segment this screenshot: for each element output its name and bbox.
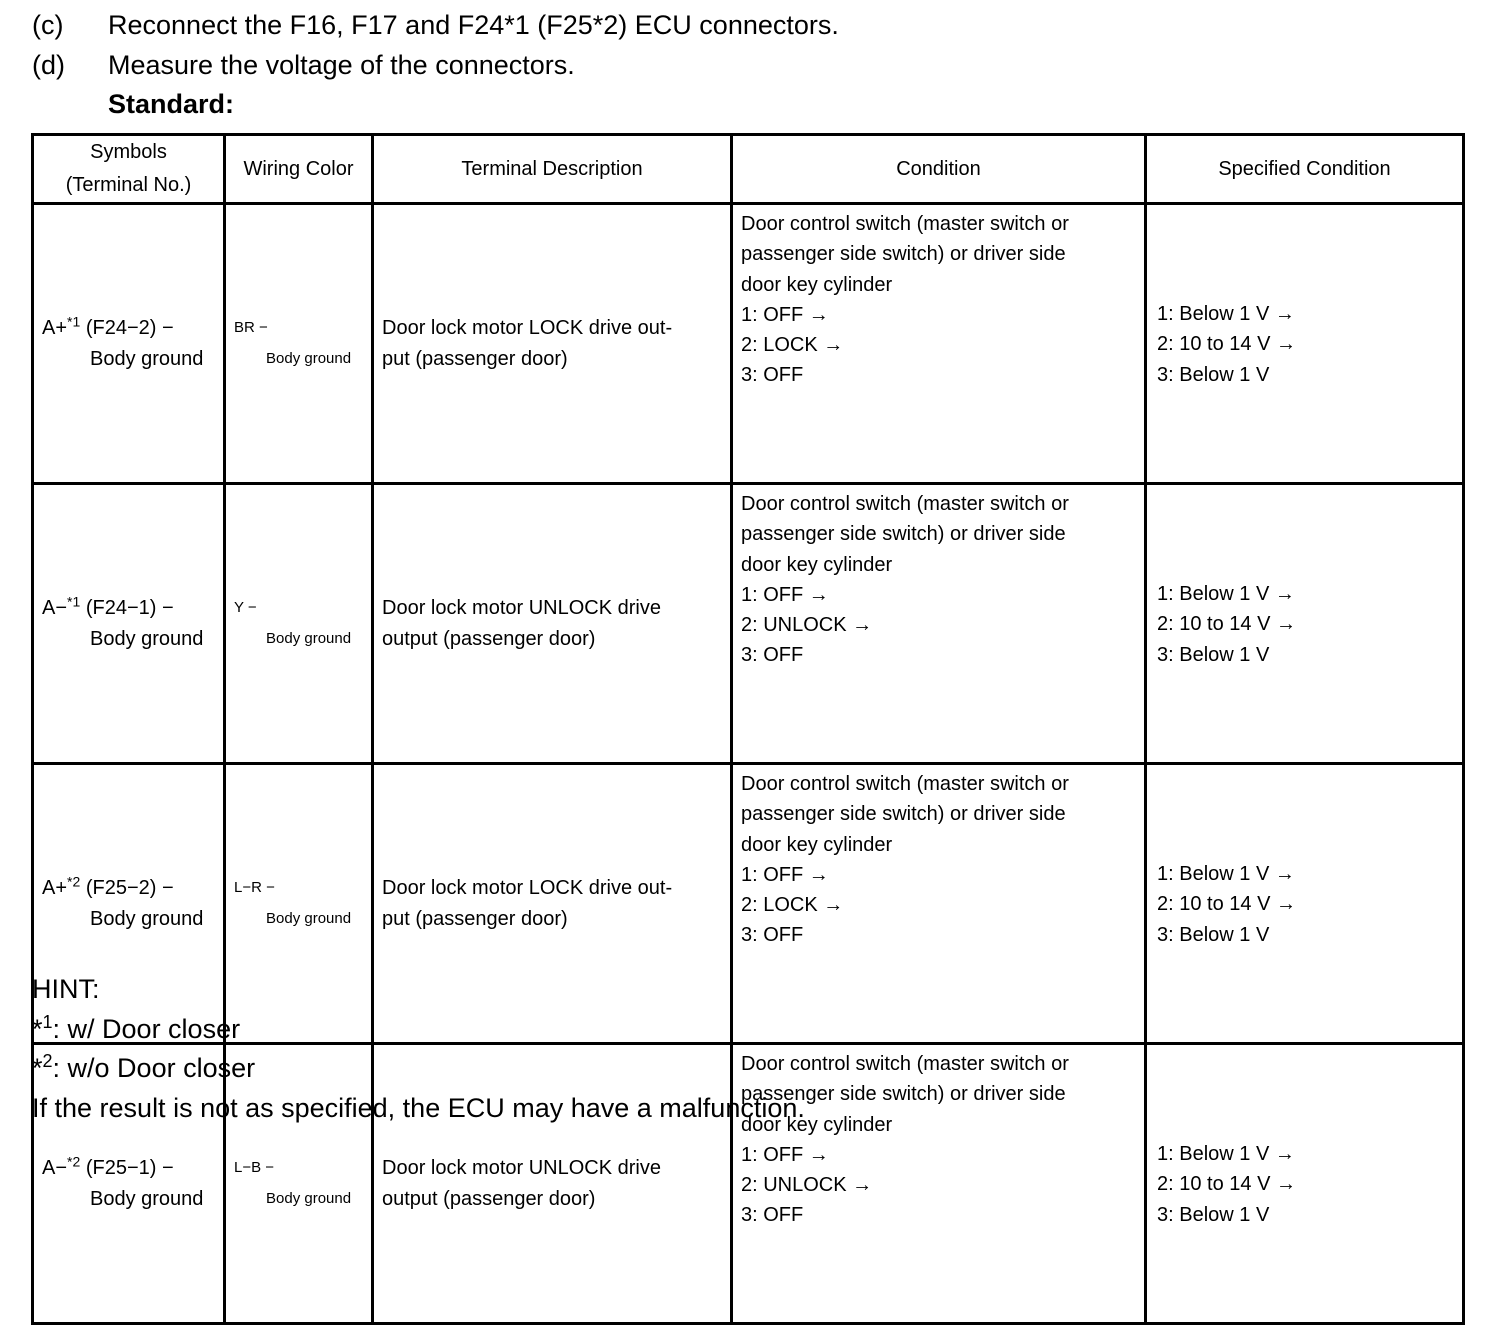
standard-label: Standard: <box>108 89 235 119</box>
symbol: A− <box>42 597 68 620</box>
symbol-line <box>42 313 215 343</box>
description-cell <box>373 204 732 484</box>
hint-footer: If the result is not as specified, the ECU may have a malfunction. <box>32 1092 805 1123</box>
condition-line: 2: UNLOCK → <box>741 1174 873 1197</box>
specified-line: 2: 10 to 14 V → <box>1157 893 1296 916</box>
condition-cell <box>732 484 1146 764</box>
hint-note-2 <box>32 1049 805 1089</box>
condition-line: 2: LOCK → <box>741 334 844 357</box>
condition-line: 1: OFF → <box>741 583 829 606</box>
specified-line: 3: Below 1 V <box>1157 923 1270 946</box>
symbol-ground: Body ground <box>90 907 204 930</box>
specified-line: 1: Below 1 V → <box>1157 303 1295 325</box>
step-label: (d) <box>32 50 65 80</box>
asterisk: * <box>32 1053 43 1083</box>
condition-line: 3: OFF <box>741 1204 804 1227</box>
condition-line: passenger side switch) or driver side <box>741 523 1066 546</box>
symbol-line <box>42 873 215 903</box>
note-sup: 1 <box>42 1011 53 1032</box>
condition-line: 2: LOCK → <box>741 894 844 917</box>
note-sup: 2 <box>42 1051 53 1071</box>
specified-line: 3: Below 1 V <box>1157 363 1270 386</box>
condition-line: passenger side switch) or driver side <box>741 243 1066 266</box>
terminal: (F24−2) − <box>80 317 174 340</box>
hint-note-1 <box>32 1010 805 1050</box>
symbol-ground: Body ground <box>90 627 204 650</box>
condition-line: door key cylinder <box>741 553 893 576</box>
wire-ground: Body ground <box>266 629 352 647</box>
description-line: output (passenger door) <box>382 627 596 650</box>
hint <box>32 970 805 1128</box>
condition-line: passenger side switch) or driver side <box>741 803 1066 826</box>
description-line: put (passenger door) <box>382 347 568 370</box>
condition-line: Door control switch (master switch or <box>741 493 1069 515</box>
terminal: (F24−1) − <box>80 597 174 620</box>
condition-line: 3: OFF <box>741 644 804 667</box>
specified-condition-cell <box>1146 764 1464 1044</box>
specified-condition-cell <box>1146 1044 1464 1324</box>
specified-condition-cell <box>1146 484 1464 764</box>
wire-ground: Body ground <box>266 909 352 927</box>
description-cell <box>373 484 732 764</box>
description-line: Door lock motor UNLOCK drive <box>382 597 661 620</box>
symbol-line <box>42 1153 215 1183</box>
description-line: Door lock motor UNLOCK drive <box>382 1157 661 1180</box>
footnote-mark: *1 <box>67 593 81 610</box>
specified-line: 1: Below 1 V → <box>1157 583 1295 605</box>
wire-color: BR − <box>234 319 268 337</box>
header-row <box>33 135 1464 204</box>
step-d <box>32 50 575 80</box>
condition-line: passenger side switch) or driver side <box>741 1083 1066 1106</box>
condition-line: Door control switch (master switch or <box>741 773 1069 795</box>
condition-line: Door control switch (master switch or <box>741 1053 1069 1075</box>
wire-ground: Body ground <box>266 349 352 367</box>
symbol-cell <box>33 484 225 764</box>
wire-color: L−R − <box>234 879 275 897</box>
specified-line: 2: 10 to 14 V → <box>1157 333 1296 356</box>
condition-line: door key cylinder <box>741 833 893 856</box>
description-line: output (passenger door) <box>382 1187 596 1210</box>
header-terminal-description: Terminal Description <box>373 135 732 204</box>
condition-cell <box>732 204 1146 484</box>
header-symbols: Symbols (Terminal No.) <box>33 135 225 204</box>
symbol-line <box>42 593 215 623</box>
wiring-color-cell <box>225 484 373 764</box>
specified-line: 3: Below 1 V <box>1157 643 1270 666</box>
note-text: : w/ Door closer <box>52 1013 241 1044</box>
footnote-mark: *1 <box>67 313 81 330</box>
specified-line: 1: Below 1 V → <box>1157 863 1295 885</box>
header-wiring-color: Wiring Color <box>225 135 373 204</box>
condition-line: 3: OFF <box>741 924 804 947</box>
step-text: Reconnect the F16, F17 and F24*1 (F25*2) ECU connectors. <box>108 10 839 40</box>
specified-condition-cell <box>1146 204 1464 484</box>
description-line: put (passenger door) <box>382 907 568 930</box>
specified-line: 1: Below 1 V → <box>1157 1143 1295 1165</box>
condition-line: 1: OFF → <box>741 863 829 886</box>
condition-line: door key cylinder <box>741 1113 893 1136</box>
table-row <box>33 484 1464 764</box>
asterisk: * <box>32 1013 43 1044</box>
terminal: (F25−1) − <box>80 1157 174 1180</box>
symbol: A− <box>42 1157 68 1180</box>
step-c <box>32 10 839 40</box>
condition-line: 3: OFF <box>741 364 804 387</box>
condition-line: 2: UNLOCK → <box>741 614 873 637</box>
specified-line: 2: 10 to 14 V → <box>1157 1173 1296 1196</box>
table-row <box>33 204 1464 484</box>
symbol-ground: Body ground <box>90 1187 204 1210</box>
symbol-cell <box>33 204 225 484</box>
description-line: Door lock motor LOCK drive out- <box>382 877 673 900</box>
condition-line: 1: OFF → <box>741 303 829 326</box>
standard-table <box>31 133 1465 1325</box>
symbol-ground: Body ground <box>90 347 204 370</box>
wire-color: Y − <box>234 599 257 617</box>
wiring-color-cell <box>225 204 373 484</box>
step-label: (c) <box>32 10 64 40</box>
terminal: (F25−2) − <box>80 877 174 900</box>
wire-ground: Body ground <box>266 1189 352 1207</box>
condition-line: Door control switch (master switch or <box>741 213 1069 235</box>
condition-line: 1: OFF → <box>741 1143 829 1166</box>
footnote-mark: *2 <box>67 1153 81 1170</box>
condition-line: door key cylinder <box>741 273 893 296</box>
header-condition: Condition <box>732 135 1146 204</box>
wire-color: L−B − <box>234 1159 275 1177</box>
step-text: Measure the voltage of the connectors. <box>108 50 575 80</box>
header-specified-condition: Specified Condition <box>1146 135 1464 204</box>
note-text: : w/o Door closer <box>52 1053 256 1083</box>
specified-line: 3: Below 1 V <box>1157 1203 1270 1226</box>
specified-line: 2: 10 to 14 V → <box>1157 613 1296 636</box>
symbol: A+ <box>42 877 68 900</box>
hint-title: HINT: <box>32 974 100 1004</box>
footnote-mark: *2 <box>67 873 81 890</box>
symbol: A+ <box>42 317 68 340</box>
description-line: Door lock motor LOCK drive out- <box>382 317 673 340</box>
